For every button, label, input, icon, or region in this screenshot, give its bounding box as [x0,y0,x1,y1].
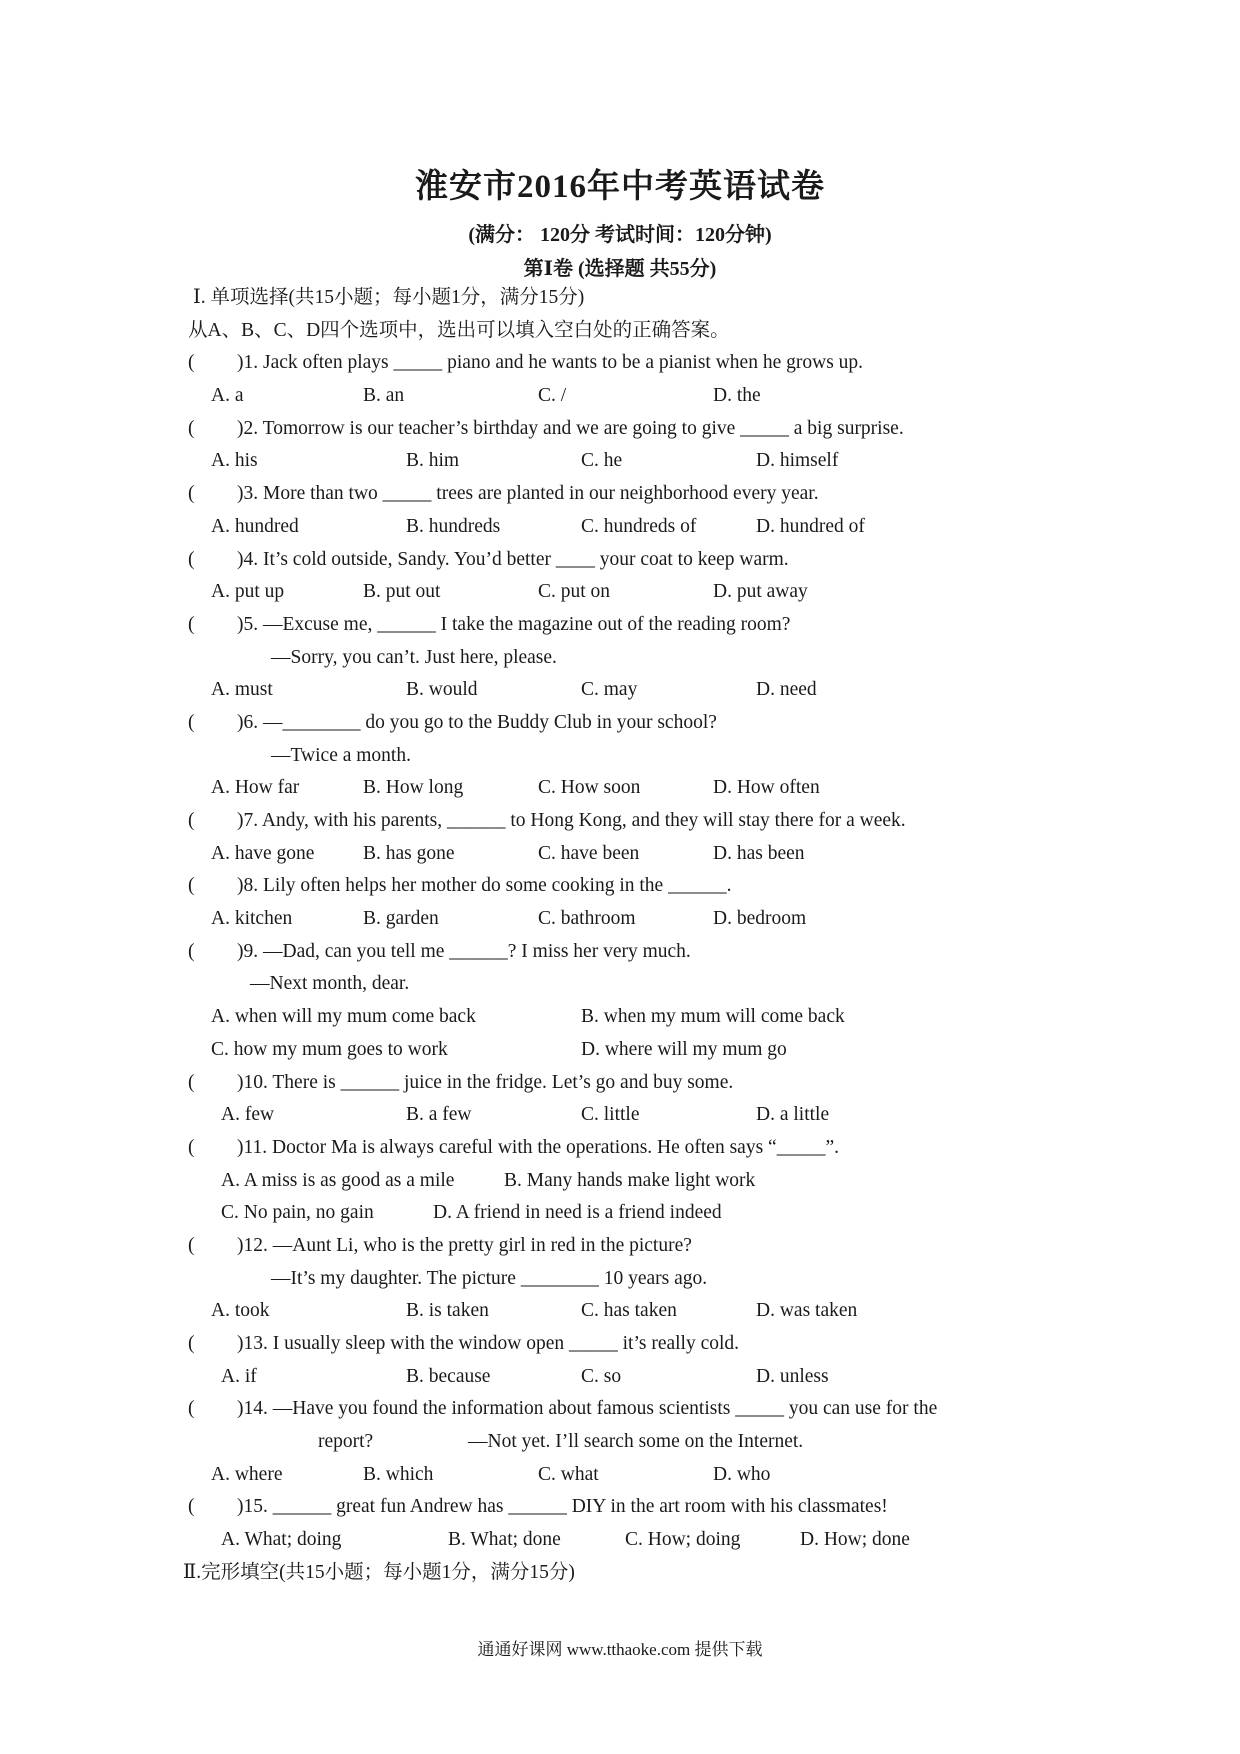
option-d: D. where will my mum go [581,1038,787,1060]
options-6 [188,772,1088,805]
question-12 [188,1230,1088,1263]
option-a: A. How far [211,777,300,799]
option-a: A. a [211,385,244,407]
question-stem: )2. Tomorrow is our teacher’s birthday and we are going to give _____ a big surprise. [237,417,904,439]
option-a: A. if [221,1365,257,1387]
dialogue-answer: —Not yet. I’ll search some on the Internet. [468,1431,804,1453]
question-stem: )11. Doctor Ma is always careful with the operations. He often says “_____”. [237,1136,839,1158]
option-c: C. put on [538,581,611,603]
options-11-row2 [188,1197,1088,1230]
options-4 [188,576,1088,609]
options-9-row2 [188,1034,1088,1067]
option-b: B. garden [363,908,439,930]
question-stem: )13. I usually sleep with the window open _____ it’s really cold. [237,1333,740,1354]
option-a: A. his [211,450,258,472]
answer-paren: ( [188,1136,195,1158]
question-14-cont [188,1426,1088,1459]
question-11 [188,1132,1088,1165]
question-stem: )1. Jack often plays _____ piano and he wants to be a pianist when he grows up. [237,352,864,374]
exam-body [183,282,1088,1590]
options-1 [188,380,1088,413]
answer-paren: ( [188,940,195,962]
question-stem: )9. —Dad, can you tell me ______? I miss her very much. [237,940,691,962]
question-15 [188,1491,1088,1524]
option-a: A. took [211,1300,270,1322]
option-a: A. have gone [211,842,315,864]
question-9 [188,936,1088,969]
option-a: A. kitchen [211,908,293,930]
dialogue-answer: —It’s my daughter. The picture ________ 10 years ago. [271,1267,708,1289]
question-6 [188,707,1088,740]
option-a: A. where [211,1463,283,1485]
question-4 [188,544,1088,577]
part-title: 第Ⅰ卷 (选择题 共55分) [523,258,717,280]
option-d: D. unless [756,1365,829,1387]
question-3 [188,478,1088,511]
question-stem: )14. —Have you found the information about famous scientists _____ you can use for the [237,1398,938,1420]
answer-paren: ( [188,1234,195,1256]
section1-instruction: 从A、B、C、D四个选项中，选出可以填入空白处的正确答案。 [188,319,730,341]
exam-title: 淮安市2016年中考英语试卷 [415,169,825,205]
answer-paren: ( [188,1398,195,1420]
question-5 [188,609,1088,642]
option-d: D. bedroom [713,908,807,930]
option-b: B. hundreds [406,515,501,537]
options-15 [188,1524,1088,1557]
option-a: A. must [211,679,273,701]
option-d: D. How often [713,777,820,799]
option-a: A. few [221,1104,275,1126]
option-b: B. How long [363,777,464,799]
question-stem: )10. There is ______ juice in the fridge. Let’s go and buy some. [237,1071,734,1093]
option-d: D. was taken [756,1300,858,1322]
question-1 [188,347,1088,380]
answer-paren: ( [188,875,195,897]
question-stem: )8. Lily often helps her mother do some cooking in the ______. [237,875,732,897]
answer-paren: ( [188,711,195,733]
option-c: C. how my mum goes to work [211,1038,448,1060]
option-b: B. is taken [406,1300,489,1322]
answer-paren: ( [188,1071,195,1093]
options-8 [188,903,1088,936]
option-b: B. when my mum will come back [581,1006,845,1028]
options-13 [188,1361,1088,1394]
option-b: B. because [406,1365,491,1387]
option-a: A. A miss is as good as a mile [221,1169,455,1191]
option-c: C. he [581,450,623,472]
question-14 [188,1393,1088,1426]
option-d: D. himself [756,450,839,472]
option-d: D. A friend in need is a friend indeed [433,1202,722,1224]
option-d: D. put away [713,581,808,603]
question-stem-continued: report? [318,1431,374,1453]
option-c: C. How; doing [625,1529,741,1551]
answer-paren: ( [188,483,195,505]
answer-paren: ( [188,810,195,831]
option-a: A. hundred [211,515,299,537]
option-b: B. him [406,450,460,472]
option-a: A. What; doing [221,1529,342,1551]
options-14 [188,1459,1088,1492]
option-d: D. who [713,1463,771,1485]
answer-paren: ( [188,613,195,635]
question-8 [188,870,1088,903]
option-b: B. would [406,679,478,701]
option-d: D. the [713,385,761,407]
options-9-row1 [188,1001,1088,1034]
question-13 [188,1328,1088,1361]
answer-paren: ( [188,548,195,570]
option-c: C. How soon [538,777,641,799]
answer-paren: ( [188,352,195,374]
question-stem: )4. It’s cold outside, Sandy. You’d better ____ your coat to keep warm. [237,548,789,570]
option-c: C. hundreds of [581,515,697,537]
option-c: C. little [581,1104,640,1126]
question-stem: )6. —________ do you go to the Buddy Club in your school? [237,711,717,733]
options-2 [188,445,1088,478]
option-a: A. put up [211,581,285,603]
options-7 [188,838,1088,871]
question-2 [188,413,1088,446]
question-7 [188,805,1088,838]
question-stem: )3. More than two _____ trees are planted in our neighborhood every year. [237,483,819,505]
question-stem: )5. —Excuse me, ______ I take the magazine out of the reading room? [237,613,791,635]
option-d: D. hundred of [756,515,865,537]
option-b: B. put out [363,581,441,603]
option-c: C. have been [538,842,640,864]
options-12 [188,1295,1088,1328]
option-b: B. which [363,1463,434,1485]
dialogue-answer: —Twice a month. [271,744,411,766]
dialogue-answer: —Next month, dear. [250,973,410,995]
option-b: B. has gone [363,842,455,864]
question-stem: )7. Andy, with his parents, ______ to Hong Kong, and they will stay there for a week. [237,810,906,831]
option-c: C. No pain, no gain [221,1202,374,1224]
option-d: D. How; done [800,1529,910,1551]
option-c: C. what [538,1463,599,1485]
option-c: C. so [581,1365,622,1387]
dialogue-answer: —Sorry, you can’t. Just here, please. [271,646,557,668]
options-5 [188,674,1088,707]
option-c: C. / [538,385,567,407]
option-b: B. Many hands make light work [504,1169,756,1191]
option-c: C. bathroom [538,908,636,930]
question-stem: )12. —Aunt Li, who is the pretty girl in red in the picture? [237,1234,692,1256]
option-b: B. What; done [448,1529,561,1551]
option-d: D. need [756,679,817,701]
option-b: B. a few [406,1104,472,1126]
answer-paren: ( [188,1333,195,1354]
exam-subtitle: (满分： 120分 考试时间：120分钟) [468,224,772,246]
option-c: C. has taken [581,1300,677,1322]
footer-credit: 通通好课网 www.tthaoke.com 提供下载 [477,1640,763,1659]
question-10 [188,1067,1088,1100]
option-a: A. when will my mum come back [211,1006,476,1028]
options-10 [188,1099,1088,1132]
section1-heading: Ⅰ. 单项选择(共15小题；每小题1分，满分15分) [193,287,585,308]
option-d: D. a little [756,1104,830,1126]
answer-paren: ( [188,1496,195,1518]
question-stem: )15. ______ great fun Andrew has ______ DIY in the art room with his classmates! [237,1496,888,1518]
option-d: D. has been [713,842,805,864]
answer-paren: ( [188,417,195,439]
section2-heading: Ⅱ.完形填空(共15小题；每小题1分，满分15分) [183,1561,575,1583]
option-c: C. may [581,679,638,701]
option-b: B. an [363,385,405,407]
options-11-row1 [188,1165,1088,1198]
options-3 [188,511,1088,544]
